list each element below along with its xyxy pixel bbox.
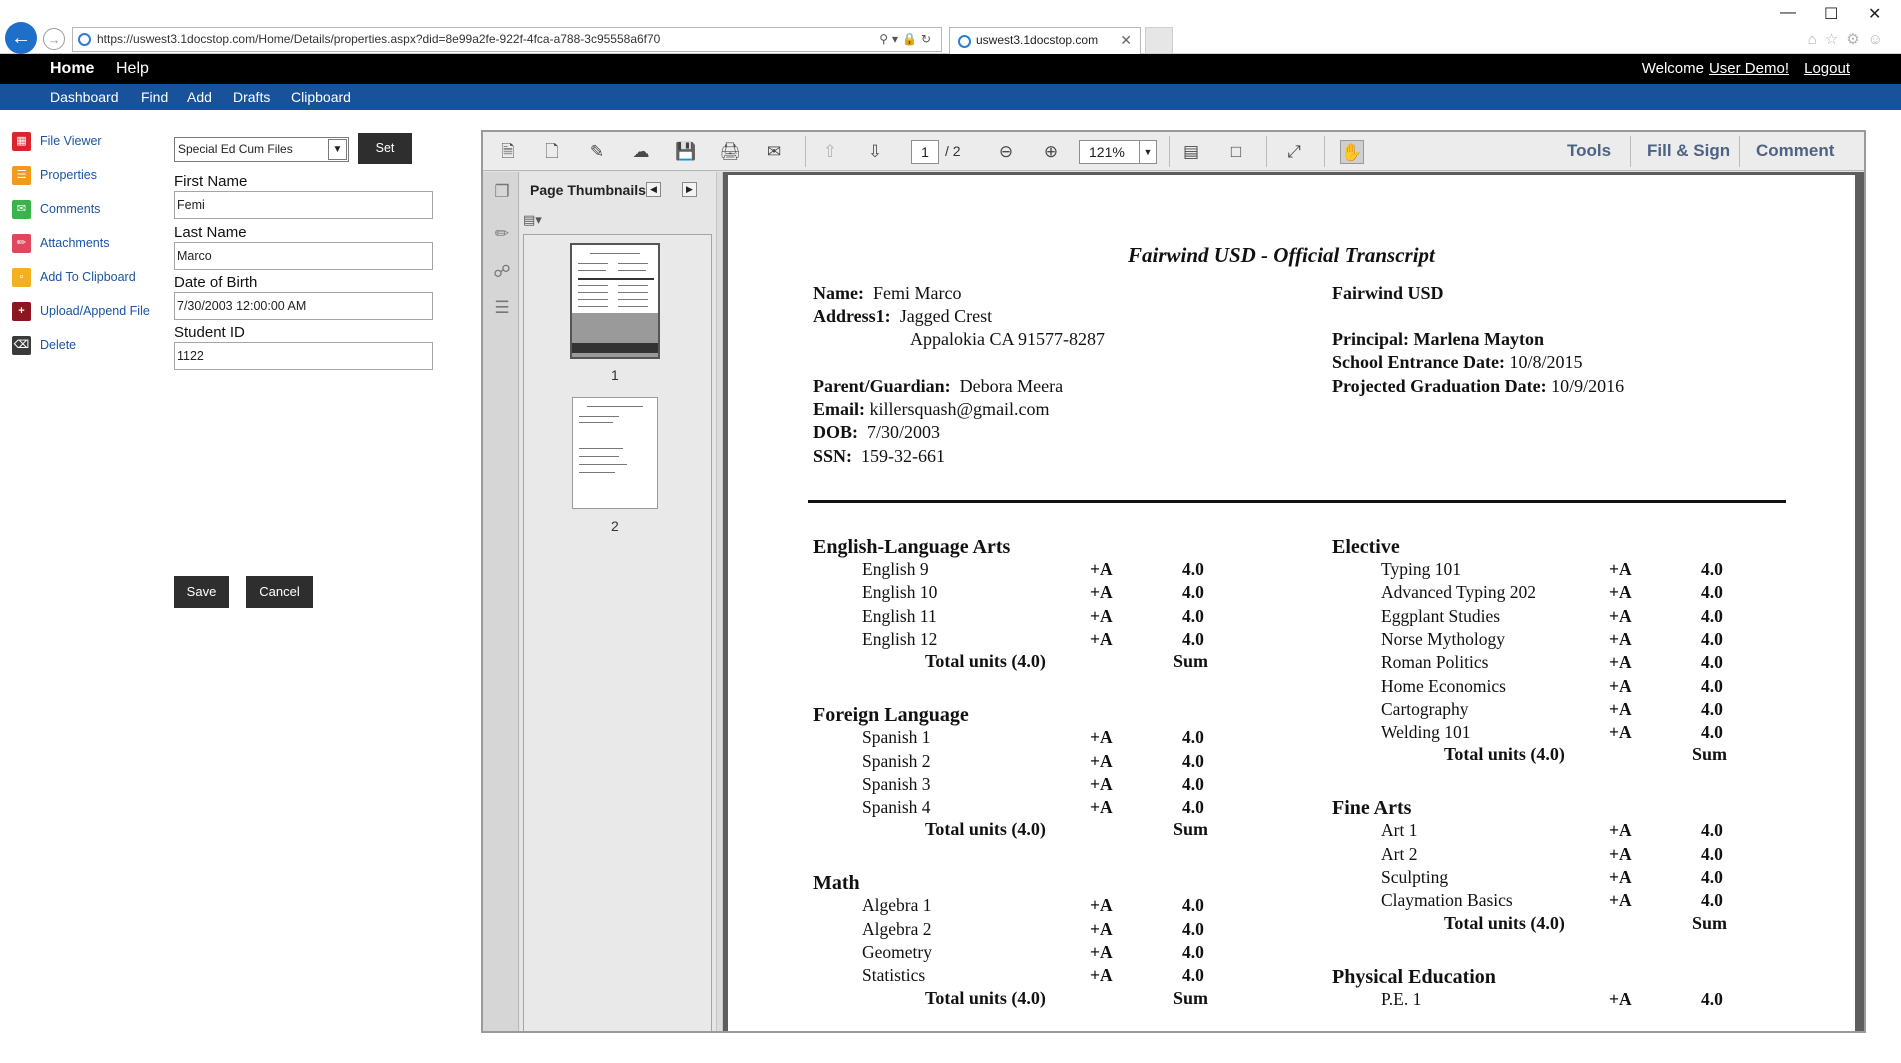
section-heading: Foreign Language xyxy=(813,704,969,727)
total-units-label: Total units (4.0) xyxy=(925,819,1046,840)
total-sum-label: Sum xyxy=(1173,819,1209,840)
chevron-down-icon[interactable]: ▼ xyxy=(328,139,347,160)
course-name: English 9 xyxy=(862,559,929,579)
hand-tool-icon[interactable]: ✋ xyxy=(1340,140,1364,164)
minimize-icon[interactable]: — xyxy=(1780,4,1796,21)
course-grade: +A xyxy=(1609,698,1632,719)
total-sum-label: Sum xyxy=(1173,651,1209,672)
tools-tab[interactable]: Tools xyxy=(1567,141,1612,160)
sidebar-item-label: Upload/Append File xyxy=(40,304,150,318)
course-grade: +A xyxy=(1090,942,1113,962)
course-units: 4.0 xyxy=(1182,727,1204,748)
edit-pdf-icon[interactable]: ✎ xyxy=(589,142,605,161)
navigation-rail xyxy=(483,172,519,1033)
close-window-icon[interactable]: ✕ xyxy=(1868,6,1882,23)
comment-tab[interactable]: Comment xyxy=(1756,141,1835,160)
course-grade: +A xyxy=(1609,722,1632,743)
course-units: 4.0 xyxy=(1701,722,1723,743)
toolbar-divider xyxy=(805,136,806,167)
course-units: 4.0 xyxy=(1182,750,1204,771)
last-name-label: Last Name xyxy=(174,224,247,241)
course-units: 4.0 xyxy=(1701,820,1723,841)
course-name: Spanish 2 xyxy=(862,750,931,771)
nav-help[interactable]: Help xyxy=(116,60,149,77)
thumbnail-page-2[interactable] xyxy=(572,397,658,509)
properties-icon: ☰ xyxy=(12,166,31,185)
student-id-field[interactable]: 1122 xyxy=(174,342,433,370)
total-units-label: Total units (4.0) xyxy=(925,987,1046,1008)
dob-label: DOB: xyxy=(813,422,858,442)
user-link[interactable]: User Demo! xyxy=(1708,60,1789,77)
zoom-dropdown-icon[interactable]: ▼ xyxy=(1139,141,1156,163)
sidebar-item-properties[interactable] xyxy=(12,164,167,198)
course-grade: +A xyxy=(1609,652,1632,673)
course-name: Eggplant Studies xyxy=(1381,605,1501,626)
toolbar-divider xyxy=(1324,136,1325,167)
app-header xyxy=(0,54,1901,84)
course-name: Spanish 4 xyxy=(862,797,931,818)
section-heading: Elective xyxy=(1332,536,1400,558)
course-name: Geometry xyxy=(862,942,932,962)
tab-favicon-icon xyxy=(958,35,971,48)
principal-row: Principal: Marlena Mayton xyxy=(1332,329,1544,349)
page-number-input[interactable]: 1 xyxy=(911,140,939,164)
course-units: 4.0 xyxy=(1701,867,1723,887)
panel-splitter[interactable] xyxy=(716,172,723,1033)
graduation-label: Projected Graduation Date: xyxy=(1332,376,1547,396)
sidebar-item-label: File Viewer xyxy=(40,134,102,148)
course-grade: +A xyxy=(1090,559,1113,579)
course-grade: +A xyxy=(1090,965,1113,986)
course-units: 4.0 xyxy=(1182,773,1204,794)
course-grade: +A xyxy=(1609,890,1632,911)
course-units: 4.0 xyxy=(1182,628,1204,649)
sidebar-item-delete[interactable] xyxy=(12,334,167,368)
thumbnail-page-1[interactable] xyxy=(570,243,660,359)
export-pdf-icon[interactable]: 🗋 xyxy=(545,142,559,161)
course-grade: +A xyxy=(1609,675,1632,696)
course-name: Statistics xyxy=(862,965,926,986)
address-row xyxy=(813,306,992,327)
course-units: 4.0 xyxy=(1182,797,1204,818)
paperclip-icon[interactable]: ✏ xyxy=(494,224,510,243)
cloud-upload-icon[interactable]: ☁ xyxy=(632,142,650,161)
tab-title: uswest3.1docstop.com xyxy=(976,33,1099,47)
zoom-value: 121% xyxy=(1089,144,1125,160)
graduation-value: 10/9/2016 xyxy=(1551,376,1625,396)
nav-home[interactable]: Home xyxy=(50,60,95,77)
name-label: Name: xyxy=(813,283,864,303)
dob-row xyxy=(813,422,940,443)
back-arrow-icon[interactable]: ← xyxy=(5,22,37,54)
parent-value: Debora Meera xyxy=(959,376,1064,396)
fill-sign-tab[interactable]: Fill & Sign xyxy=(1647,141,1731,160)
pdf-viewer xyxy=(481,130,1866,1033)
course-units: 4.0 xyxy=(1701,698,1723,719)
course-units: 4.0 xyxy=(1701,843,1723,864)
course-grade: +A xyxy=(1090,797,1113,818)
upload-icon: + xyxy=(12,302,31,321)
print-icon[interactable]: 🖨 xyxy=(719,142,741,161)
total-units-label: Total units (4.0) xyxy=(925,651,1046,672)
toolbar-divider xyxy=(1169,136,1170,167)
course-grade: +A xyxy=(1090,773,1113,794)
course-name: Welding 101 xyxy=(1381,722,1471,743)
thumbnails-title: Page Thumbnails xyxy=(530,182,646,198)
total-sum-label: Sum xyxy=(1692,912,1728,933)
page-total: / 2 xyxy=(945,143,961,159)
course-name: English 10 xyxy=(862,582,938,603)
section-heading: Math xyxy=(813,872,860,895)
course-grade: +A xyxy=(1090,582,1113,603)
sidebar-item-label: Properties xyxy=(40,168,97,182)
course-name: Typing 101 xyxy=(1381,559,1461,579)
sidebar-item-add-to-clipboard[interactable] xyxy=(12,266,167,300)
sidebar-item-label: Attachments xyxy=(40,236,110,250)
subnav-drafts[interactable]: Drafts xyxy=(233,89,271,105)
sidebar-item-label: Add To Clipboard xyxy=(40,270,136,284)
course-name: Norse Mythology xyxy=(1381,628,1505,649)
subnav-clipboard[interactable]: Clipboard xyxy=(291,89,351,105)
site-favicon-icon xyxy=(78,33,91,46)
ssn-value: 159-32-661 xyxy=(861,446,946,466)
welcome-text xyxy=(1642,60,1789,77)
course-grade: +A xyxy=(1609,988,1632,1009)
course-grade: +A xyxy=(1090,628,1113,649)
parent-row xyxy=(813,376,1063,397)
sidebar-item-label: Comments xyxy=(40,202,101,216)
clipboard-icon: ▫ xyxy=(12,268,31,287)
zoom-in-icon[interactable]: ⊕ xyxy=(1043,142,1059,161)
course-units: 4.0 xyxy=(1182,965,1204,986)
email-value: killersquash@gmail.com xyxy=(869,399,1050,419)
entrance-label: School Entrance Date: xyxy=(1332,352,1505,372)
next-page-icon[interactable]: ⇩ xyxy=(867,142,883,161)
thumbnail-list xyxy=(523,234,712,1032)
section-heading: English-Language Arts xyxy=(813,536,1011,558)
set-button[interactable]: Set xyxy=(358,133,412,164)
create-pdf-icon[interactable]: 🗎 xyxy=(501,142,515,161)
attachments-icon: ✏ xyxy=(12,234,31,253)
course-units: 4.0 xyxy=(1182,605,1204,626)
pdf-page xyxy=(728,175,1855,1033)
new-tab-button[interactable] xyxy=(1145,27,1173,54)
zoom-select[interactable] xyxy=(1079,140,1157,164)
course-name: English 11 xyxy=(862,605,937,626)
ssn-label: SSN: xyxy=(813,446,853,466)
thumbnail-page-number: 2 xyxy=(611,518,619,534)
email-label: Email: xyxy=(813,399,865,419)
total-sum-label: Sum xyxy=(1173,987,1209,1008)
address-label: Address1: xyxy=(813,306,891,326)
course-units: 4.0 xyxy=(1182,559,1204,579)
address-bar[interactable] xyxy=(72,27,942,52)
entrance-value: 10/8/2015 xyxy=(1509,352,1583,372)
total-units-label: Total units (4.0) xyxy=(1444,744,1565,765)
total-sum-label: Sum xyxy=(1692,744,1728,765)
expand-panel-icon[interactable]: ▶ xyxy=(682,182,697,197)
course-grade: +A xyxy=(1090,605,1113,626)
course-grade: +A xyxy=(1609,867,1632,887)
dob-label: Date of Birth xyxy=(174,274,258,291)
course-name: Art 2 xyxy=(1381,843,1418,864)
save-icon[interactable]: 💾 xyxy=(675,142,697,161)
binoculars-icon[interactable]: ☍ xyxy=(493,262,511,281)
name-value: Femi Marco xyxy=(872,283,962,303)
ssn-row xyxy=(813,446,945,467)
course-units: 4.0 xyxy=(1701,890,1723,911)
student-id-label: Student ID xyxy=(174,324,245,341)
course-units: 4.0 xyxy=(1701,582,1723,603)
cancel-button[interactable]: Cancel xyxy=(246,576,313,608)
toolbar-divider xyxy=(1630,136,1631,167)
address-line-2: Appalokia CA 91577-8287 xyxy=(910,329,1105,349)
parent-label: Parent/Guardian: xyxy=(813,376,951,396)
sidebar-item-file-viewer[interactable] xyxy=(12,130,167,164)
course-grade: +A xyxy=(1609,605,1632,626)
dob-value: 7/30/2003 xyxy=(867,422,941,442)
divider-line xyxy=(808,500,1786,503)
address-url: https://uswest3.1docstop.com/Home/Details/properties.aspx?did=8e99a2fe-922f-4fca-a788-3c95558a6f70 xyxy=(97,32,661,46)
sidebar-item-label: Delete xyxy=(40,338,77,352)
browser-chrome xyxy=(0,0,1901,54)
save-button[interactable]: Save xyxy=(174,576,229,608)
logout-link[interactable]: Logout xyxy=(1804,60,1850,77)
course-grade: +A xyxy=(1609,628,1632,649)
sub-navigation xyxy=(0,84,1901,110)
total-units-label: Total units (4.0) xyxy=(1444,912,1565,933)
course-grade: +A xyxy=(1090,918,1113,939)
full-screen-icon[interactable]: ⤢ xyxy=(1287,142,1301,161)
layers-icon[interactable]: ☰ xyxy=(494,298,510,317)
course-name: Algebra 2 xyxy=(862,918,932,939)
course-name: Home Economics xyxy=(1381,675,1506,696)
course-grade: +A xyxy=(1090,895,1113,916)
address-actions-icon[interactable]: ⚲▾🔒↻ xyxy=(879,32,935,46)
name-row xyxy=(813,283,961,304)
course-grade: +A xyxy=(1090,727,1113,748)
sidebar-item-attachments[interactable] xyxy=(12,232,167,266)
course-name: Spanish 3 xyxy=(862,773,931,794)
course-units: 4.0 xyxy=(1182,942,1204,962)
maximize-icon[interactable]: ☐ xyxy=(1824,6,1839,23)
first-name-field[interactable]: Femi xyxy=(174,191,433,219)
document-type-select[interactable] xyxy=(174,137,349,162)
thumbnail-page-number: 1 xyxy=(611,367,619,383)
thumbnails-panel xyxy=(520,172,716,1033)
first-name-label: First Name xyxy=(174,173,248,190)
thumbnail-options-icon[interactable]: ▤▾ xyxy=(523,212,542,227)
course-name: English 12 xyxy=(862,628,938,649)
page-thumbnails-icon[interactable]: ❐ xyxy=(494,182,510,201)
fit-page-icon[interactable]: ▤ xyxy=(1182,142,1200,161)
course-units: 4.0 xyxy=(1701,559,1723,579)
toolbar-divider xyxy=(1739,136,1740,167)
course-name: Algebra 1 xyxy=(862,895,932,916)
welcome-label: Welcome xyxy=(1641,60,1704,77)
course-units: 4.0 xyxy=(1701,628,1723,649)
course-grade: +A xyxy=(1090,750,1113,771)
collapse-panel-icon[interactable]: ◀ xyxy=(646,182,661,197)
course-units: 4.0 xyxy=(1182,582,1204,603)
district-name: Fairwind USD xyxy=(1332,283,1444,303)
last-name-field[interactable]: Marco xyxy=(174,242,433,270)
course-units: 4.0 xyxy=(1701,605,1723,626)
zoom-out-icon[interactable]: ⊖ xyxy=(998,142,1014,161)
course-grade: +A xyxy=(1609,559,1632,579)
course-units: 4.0 xyxy=(1701,988,1723,1009)
course-name: Cartography xyxy=(1381,698,1469,719)
fit-width-icon[interactable]: □ xyxy=(1230,142,1242,161)
subnav-add[interactable]: Add xyxy=(187,89,212,105)
pdf-toolbar xyxy=(483,132,1864,171)
home-star-gear-smiley-icon[interactable]: ⌂☆⚙☺ xyxy=(1807,31,1891,48)
course-name: Roman Politics xyxy=(1381,652,1489,673)
document-canvas[interactable] xyxy=(723,172,1864,1033)
sidebar-item-upload-append[interactable] xyxy=(12,300,167,334)
subnav-find[interactable]: Find xyxy=(141,89,169,105)
previous-page-icon[interactable]: ⇧ xyxy=(822,142,838,161)
section-heading: Physical Education xyxy=(1332,965,1496,988)
course-name: Claymation Basics xyxy=(1381,890,1513,911)
thumbnails-header xyxy=(520,172,716,208)
course-name: Advanced Typing 202 xyxy=(1381,582,1536,603)
tab-close-icon[interactable]: ✕ xyxy=(1120,32,1132,48)
course-name: Sculpting xyxy=(1381,867,1449,887)
course-units: 4.0 xyxy=(1701,652,1723,673)
entrance-row xyxy=(1332,352,1583,373)
forward-arrow-icon[interactable]: → xyxy=(43,28,65,50)
course-grade: +A xyxy=(1609,843,1632,864)
section-heading: Fine Arts xyxy=(1332,797,1412,820)
email-icon[interactable]: ✉ xyxy=(766,142,782,161)
course-units: 4.0 xyxy=(1182,895,1204,916)
dob-field[interactable]: 7/30/2003 12:00:00 AM xyxy=(174,292,433,320)
document-title: Fairwind USD - Official Transcript xyxy=(1128,243,1435,267)
course-grade: +A xyxy=(1609,582,1632,603)
course-units: 4.0 xyxy=(1182,918,1204,939)
course-name: Art 1 xyxy=(1381,820,1418,841)
sidebar-item-comments[interactable] xyxy=(12,198,167,232)
subnav-dashboard[interactable]: Dashboard xyxy=(50,89,119,105)
course-units: 4.0 xyxy=(1701,675,1723,696)
email-row xyxy=(813,399,1050,420)
action-sidebar xyxy=(12,130,167,368)
file-viewer-icon: ▦ xyxy=(12,132,31,151)
browser-tab[interactable] xyxy=(949,27,1141,54)
course-name: P.E. 1 xyxy=(1381,988,1422,1009)
document-type-value: Special Ed Cum Files xyxy=(178,142,293,156)
address-line-1: Jagged Crest xyxy=(899,306,993,326)
trash-icon: ⌫ xyxy=(12,336,31,355)
graduation-row xyxy=(1332,376,1624,397)
comments-icon: ✉ xyxy=(12,200,31,219)
course-name: Spanish 1 xyxy=(862,727,931,748)
course-grade: +A xyxy=(1609,820,1632,841)
toolbar-divider xyxy=(1266,136,1267,167)
